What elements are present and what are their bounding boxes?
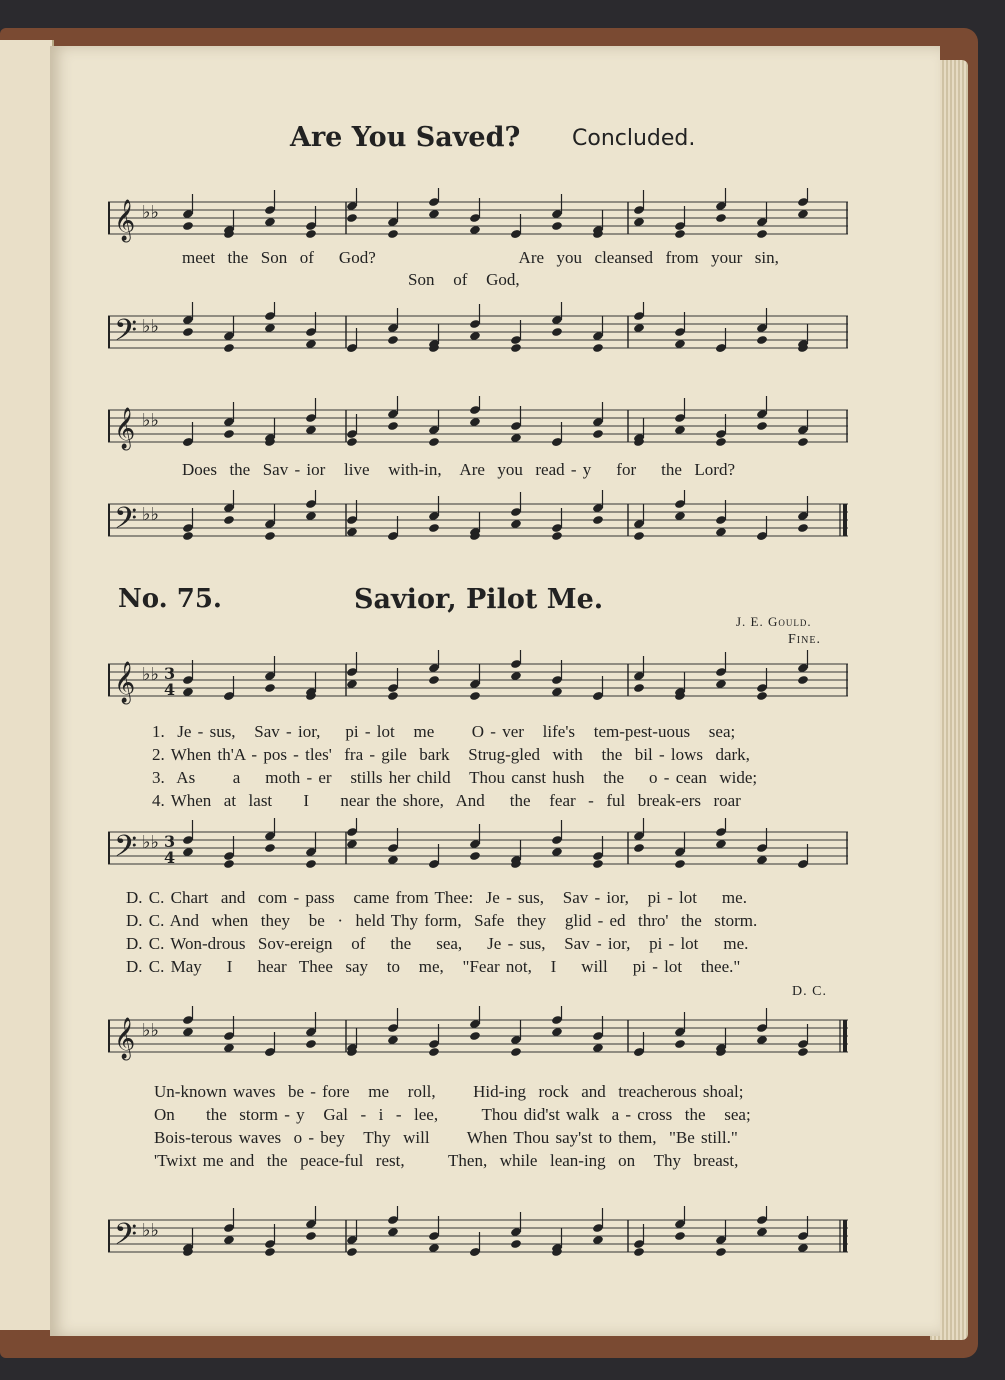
svg-text:♭♭: ♭♭ [142,410,159,431]
svg-text:♭♭: ♭♭ [142,832,159,853]
hymn-title: Savior, Pilot Me. [354,584,604,615]
svg-text:♭♭: ♭♭ [142,316,159,337]
svg-text:𝄞: 𝄞 [114,1018,136,1059]
svg-text:3: 3 [164,832,176,851]
svg-text:3: 3 [164,664,176,683]
verse-line: Bois-terous waves o - bey Thy will When Thou say'st to them, "Be still." [154,1128,738,1147]
verse-line: 'Twixt me and the peace-ful rest, Then, while lean-ing on Thy breast, [154,1151,739,1170]
lyric-concluded-line1: meet the Son of God? Are you cleansed from your sin, [182,248,779,267]
dc-mark: D. C. [792,984,827,999]
svg-text:♭♭: ♭♭ [142,1020,159,1041]
concluded-subtitle: Concluded. [572,126,696,151]
verse-line: 1. Je - sus, Sav - ior, pi - lot me O - ver life's tem-pest-uous sea; [152,722,736,741]
verse-line: Un-known waves be - fore me roll, Hid-ing rock and treacherous shoal; [154,1082,744,1101]
svg-text:𝄢: 𝄢 [114,502,138,543]
left-page-edge [0,40,54,1330]
verse-line: 2. When th'A - pos - tles' fra - gile bark Strug-gled with the bil - lows dark, [152,745,750,764]
staff-system3-treble [108,650,854,710]
composer: J. E. Gould. [736,614,812,629]
refrain-line: D. C. And when they be · held Thy form, Safe they glid - ed thro' the storm. [126,911,758,930]
staff-system4-bass [108,1206,854,1266]
lyric-concluded-line1b: Son of God, [408,270,520,289]
svg-text:𝄢: 𝄢 [114,1218,138,1259]
svg-text:4: 4 [164,680,176,699]
staff-system3-bass [108,818,854,878]
verse-line: On the storm - y Gal - i - lee, Thou did'st walk a - cross the sea; [154,1105,751,1124]
svg-text:♭♭: ♭♭ [142,664,159,685]
svg-text:𝄞: 𝄞 [114,408,136,449]
refrain-line: D. C. Chart and com - pass came from Thee: Je - sus, Sav - ior, pi - lot me. [126,888,747,907]
svg-text:𝄢: 𝄢 [114,314,138,355]
staff-system1-treble [108,188,854,248]
staff-system2-treble [108,396,854,456]
verse-line: 4. When at last I near the shore, And the fear - ful break-ers roar [152,791,741,810]
hymn-number: No. 75. [118,584,222,614]
staff-system1-bass [108,302,854,362]
svg-text:𝄢: 𝄢 [114,830,138,871]
lyric-concluded-line2: Does the Sav - ior live with-in, Are you read - y for the Lord? [182,460,735,479]
svg-text:♭♭: ♭♭ [142,504,159,525]
concluded-title: Are You Saved? [290,122,521,153]
refrain-line: D. C. Won-drous Sov-ereign of the sea, Je - sus, Sav - ior, pi - lot me. [126,934,749,953]
svg-text:♭♭: ♭♭ [142,202,159,223]
refrain-line: D. C. May I hear Thee say to me, "Fear not, I will pi - lot thee." [126,957,741,976]
svg-text:𝄞: 𝄞 [114,200,136,241]
svg-text:𝄞: 𝄞 [114,662,136,703]
staff-system2-bass [108,490,854,550]
svg-text:4: 4 [164,848,176,867]
fine-mark: Fine. [788,632,821,647]
staff-system4-treble [108,1006,854,1066]
hymnal-page [50,46,940,1336]
svg-text:♭♭: ♭♭ [142,1220,159,1241]
verse-line: 3. As a moth - er stills her child Thou canst hush the o - cean wide; [152,768,758,787]
